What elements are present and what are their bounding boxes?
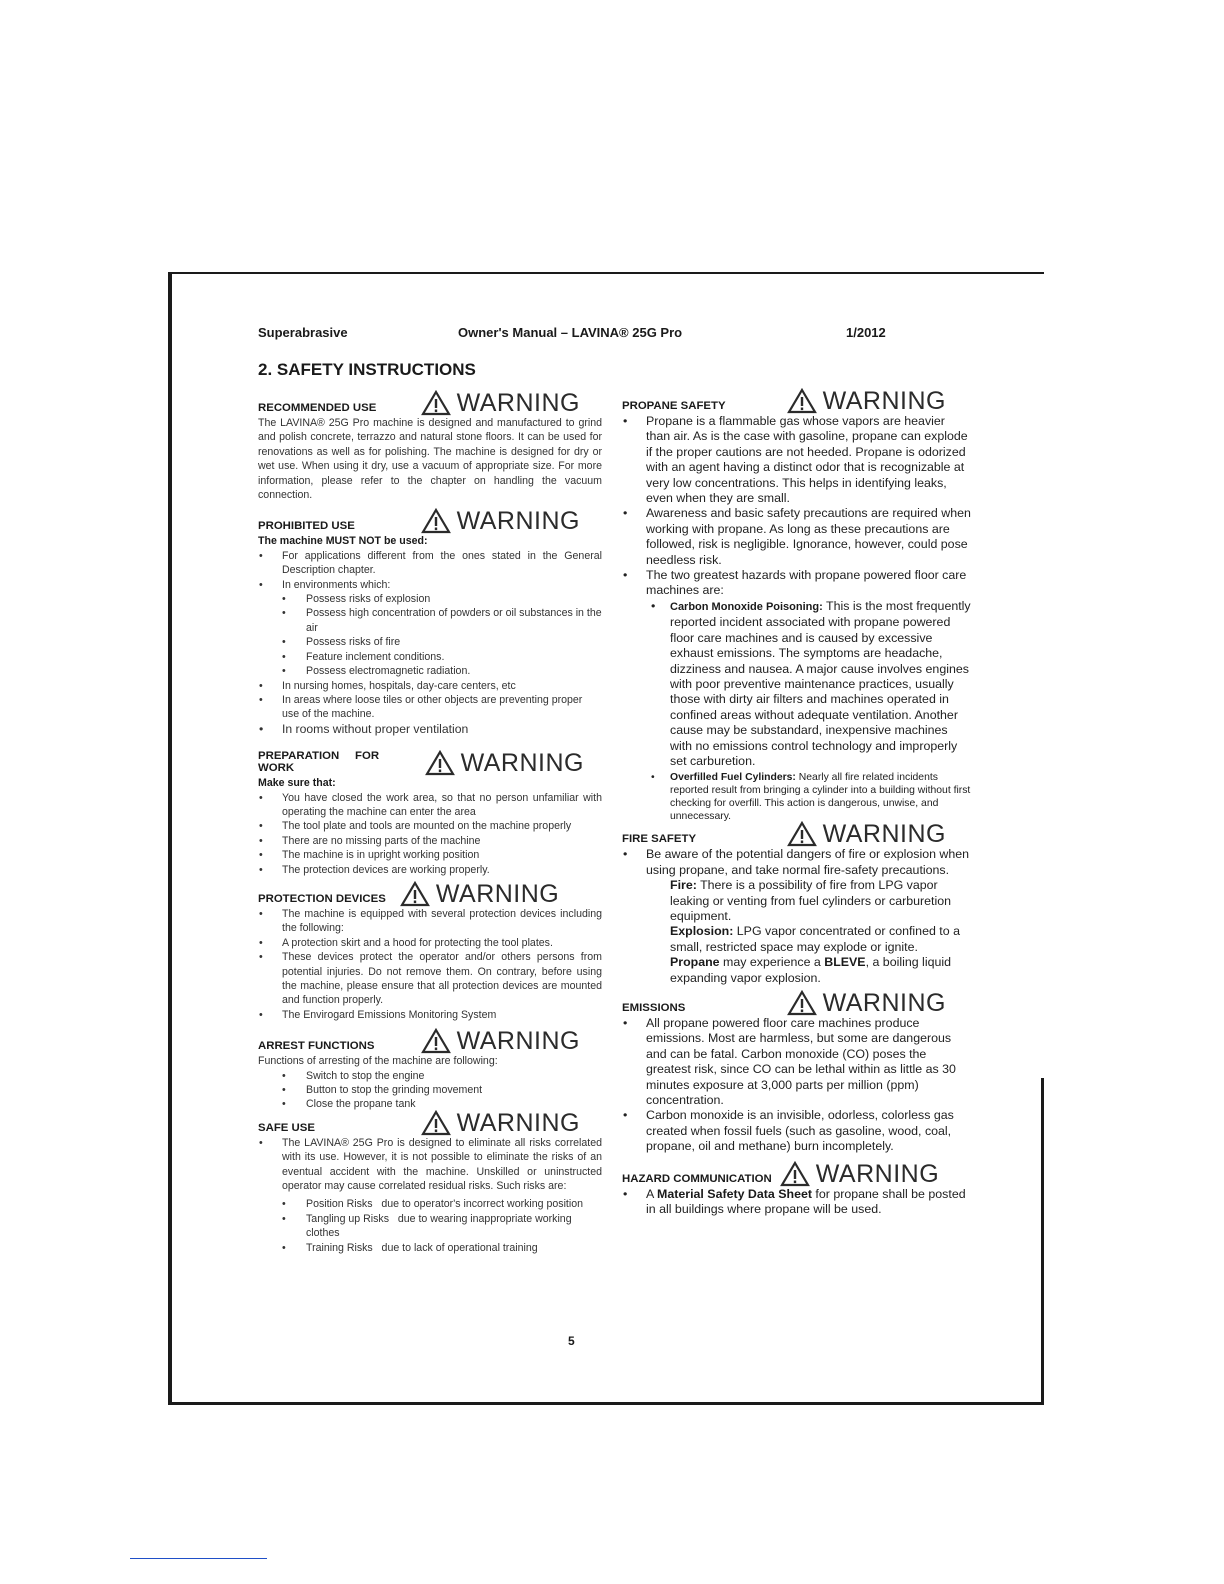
section-title-line-2: WORK [258, 762, 295, 775]
header-manual-title: Owner's Manual – LAVINA® 25G Pro [458, 325, 683, 340]
preparation-lead: Make sure that: [258, 777, 336, 790]
hazard-label: Carbon Monoxide Poisoning: [670, 600, 823, 613]
preparation-list [258, 791, 602, 877]
list-item: • The machine is in upright working position [258, 848, 602, 862]
section-title: HAZARD COMMUNICATION [622, 1172, 772, 1185]
stray-link-underline [130, 1558, 267, 1559]
list-item: • Tangling up Risks due to wearing inappropriate working clothes [258, 1212, 602, 1241]
right-column [622, 382, 972, 1217]
recommended-use-text: The LAVINA® 25G Pro machine is designed and manufactured to grind and polish concrete, terrazzo and natural stone floors. It can be used for renovations as well as for polishing. The machine is designed for dry or wet use. When using it dry, use a vacuum of appropriate size. For more information, please refer to the chapter on handling the vacuum connection. [258, 417, 602, 502]
section-heading [622, 382, 972, 414]
propane-list [622, 414, 972, 599]
section-heading [258, 740, 602, 776]
list-item: • Propane is a flammable gas whose vapors are heavier than air. As is the case with gasoline, propane can explode if the proper cautions are not heeded. Propane is odorized with an agent having a distinct odor that is recognizable at very low concentrations. This helps in identifying leaks, even when they are small. [622, 414, 972, 506]
section-heading [258, 877, 602, 907]
section-title: PROPANE SAFETY [622, 400, 726, 412]
warning-triangle-icon [421, 1028, 451, 1054]
hazard-label: Overfilled Fuel Cylinders: [670, 772, 796, 784]
warning-label [400, 881, 559, 907]
list-item: • Possess risks of explosion [258, 592, 602, 606]
list-item: • Position Risks due to operator's incorrect working position [258, 1197, 602, 1211]
list-item: • The machine is equipped with several protection devices including the following: [258, 907, 602, 936]
list-item: • Close the propane tank [258, 1097, 602, 1111]
warning-triangle-icon [421, 508, 451, 534]
section-emissions [622, 986, 972, 1155]
section-prohibited-use [258, 502, 602, 736]
protection-list [258, 907, 602, 1022]
list-item: • The Envirogard Emissions Monitoring System [258, 1008, 602, 1022]
section-title: FIRE SAFETY [622, 833, 697, 846]
explosion-label: Explosion: [670, 924, 734, 939]
explosion-paragraph [622, 924, 972, 955]
section-title-line-1: PREPARATION FOR [258, 750, 380, 763]
warning-triangle-icon [787, 388, 817, 414]
prohibited-lead: The machine MUST NOT be used: [258, 535, 428, 548]
list-item: • These devices protect the operator and/or others persons from potential injuries. Do not remove them. On contrary, before using the machine, please ensure that all protection devices are mounted and function properly. [258, 950, 602, 1008]
list-item: • Button to stop the grinding movement [258, 1083, 602, 1097]
list-item: • A protection skirt and a hood for protecting the tool plates. [258, 936, 602, 950]
section-safe-use [258, 1106, 602, 1255]
emissions-list [622, 1016, 972, 1155]
warning-word: WARNING [456, 389, 580, 417]
section-heading [622, 817, 972, 847]
section-preparation [258, 740, 602, 877]
page-frame-left-line [168, 272, 172, 1405]
warning-word: WARNING [822, 387, 946, 415]
section-title [258, 750, 379, 776]
section-title: PROHIBITED USE [258, 520, 355, 533]
safe-use-sublist [258, 1197, 602, 1255]
section-heading [258, 1106, 602, 1136]
warning-label [787, 990, 946, 1016]
hazard-lead-text: A [646, 1186, 658, 1201]
list-item: • The tool plate and tools are mounted on the machine properly [258, 819, 602, 833]
fire-label: Fire: [670, 878, 697, 893]
hazard-text: Nearly all fire related incidents reported result from bringing a cylinder into a building without first checking for overfill. This action is dangerous, unwise, and unnecessary. [670, 772, 971, 823]
section-arrest-functions [258, 1022, 602, 1112]
warning-label [421, 508, 580, 534]
fire-text: There is a possibility of fire from LPG vapor leaking or venting from fuel cylinders or carburetion equipment. [670, 878, 951, 923]
list-item: • Training Risks due to lack of operational training [258, 1241, 602, 1255]
list-item: • Feature inclement conditions. [258, 650, 602, 664]
page-title: 2. SAFETY INSTRUCTIONS [258, 360, 476, 379]
list-item-co-poisoning [622, 599, 972, 769]
section-propane-safety [622, 382, 972, 823]
list-item: • In nursing homes, hospitals, day-care centers, etc [258, 679, 602, 693]
list-item: • For applications different from the ones stated in the General Description chapter. [258, 549, 602, 578]
warning-word: WARNING [456, 1027, 580, 1056]
section-heading [622, 986, 972, 1016]
list-item: • Awareness and basic safety precautions are required when working with propane. As long as these precautions are followed, risk is negligible. Ignorance, however, could pose needless risk. [622, 506, 972, 568]
section-title: RECOMMENDED USE [258, 402, 377, 414]
page-number: 5 [568, 1334, 575, 1348]
warning-triangle-icon [425, 750, 455, 776]
section-heading [258, 1022, 602, 1054]
list-item: • Be aware of the potential dangers of fire or explosion when using propane, and take normal fire-safety precautions. [622, 847, 972, 878]
propane-end-text: , a boiling liquid expanding vapor explosion. [670, 955, 951, 985]
page-frame-right-line [1041, 1078, 1044, 1405]
warning-label [421, 1110, 580, 1136]
propane-mid-text: may experience a [719, 955, 825, 970]
propane-bleve-paragraph [622, 955, 972, 986]
warning-word: WARNING [435, 879, 560, 908]
arrest-lead: Functions of arresting of the machine are following: [258, 1055, 498, 1068]
list-item: • Switch to stop the engine [258, 1069, 602, 1083]
warning-triangle-icon [400, 881, 430, 907]
msds-label: Material Safety Data Sheet [657, 1186, 812, 1201]
section-title: EMISSIONS [622, 1002, 686, 1014]
safe-use-list [258, 1136, 602, 1194]
hazard-rest-text: for propane shall be posted in all buildings where propane will be used. [646, 1186, 966, 1217]
list-item: • There are no missing parts of the machine [258, 834, 602, 848]
warning-triangle-icon [787, 990, 817, 1016]
warning-word: WARNING [815, 1159, 940, 1188]
page-frame-top-line [168, 272, 1044, 274]
section-title: ARREST FUNCTIONS [258, 1040, 375, 1053]
propane-label: Propane [670, 955, 720, 970]
prohibited-list [258, 549, 602, 592]
list-item: • The LAVINA® 25G Pro is designed to eliminate all risks correlated with its use. However, it is not possible to eliminate the risks of an eventual accident with the machine. Unskilled or uninstructed operator may cause correlated residual risks. Such risks are: [258, 1136, 602, 1194]
list-item: • Carbon monoxide is an invisible, odorless, colorless gas created when fossil fuels (such as gasoline, wood, coal, propane, oil and methane) burn incompletely. [622, 1108, 972, 1154]
list-item: • Possess electromagnetic radiation. [258, 664, 602, 678]
page-frame-bottom-line [168, 1402, 1044, 1405]
warning-word: WARNING [822, 820, 946, 849]
list-item: • In rooms without proper ventilation [258, 722, 602, 736]
warning-triangle-icon [421, 390, 451, 416]
warning-word: WARNING [460, 749, 584, 778]
header-date: 1/2012 [846, 325, 886, 340]
warning-label [787, 821, 946, 847]
list-item: • Possess risks of fire [258, 635, 602, 649]
warning-label [787, 388, 946, 414]
header-company: Superabrasive [258, 325, 348, 340]
bleve-label: BLEVE [824, 955, 866, 970]
section-title: PROTECTION DEVICES [258, 892, 386, 905]
warning-label [780, 1161, 939, 1187]
fire-paragraph [622, 878, 972, 924]
hazard-list [622, 1187, 972, 1218]
warning-triangle-icon [787, 821, 817, 847]
prohibited-list-continued [258, 679, 602, 737]
section-title: SAFE USE [258, 1121, 315, 1134]
list-item: • In areas where loose tiles or other objects are preventing proper use of the machine. [258, 693, 602, 722]
warning-word: WARNING [822, 989, 946, 1017]
warning-word: WARNING [456, 507, 580, 536]
left-column [258, 382, 602, 1255]
list-item [622, 1187, 972, 1218]
list-item: • In environments which: [258, 578, 602, 592]
list-item: • Possess high concentration of powders or oil substances in the air [258, 606, 602, 635]
warning-label [421, 390, 580, 416]
warning-triangle-icon [421, 1110, 451, 1136]
section-heading [622, 1155, 972, 1187]
warning-label [425, 750, 584, 776]
section-recommended-use [258, 382, 602, 502]
propane-hazards-sublist [622, 599, 972, 823]
list-item: • All propane powered floor care machines produce emissions. Most are harmless, but some are dangerous and can be fatal. Carbon monoxide (CO) poses the greatest risk, since CO can be lethal within as little as 30 minutes exposure at 3,000 parts per million (ppm) concentration. [622, 1016, 972, 1108]
list-item: • You have closed the work area, so that no person unfamiliar with operating the machine can enter the area [258, 791, 602, 820]
warning-label [421, 1028, 580, 1054]
section-fire-safety [622, 817, 972, 986]
warning-triangle-icon [780, 1161, 810, 1187]
section-hazard-communication [622, 1155, 972, 1218]
section-heading [258, 382, 602, 416]
section-heading [258, 502, 602, 534]
explosion-text: LPG vapor concentrated or confined to a small, restricted space may explode or ignite. [670, 924, 960, 954]
fire-list [622, 847, 972, 878]
hazard-text: This is the most frequently reported incident associated with propane powered floor care machines and is caused by excessive exhaust emissions. The symptoms are headache, dizziness and nausea. A major cause involves engines with poor preventive maintenance practices, usually those with dirty air filters and machines operated in confined areas without adequate ventilation. Another cause may be substandard, inexpensive machines with no emissions control technology and improperly set carburetion. [670, 598, 971, 768]
warning-word: WARNING [456, 1108, 580, 1137]
list-item-overfilled-cylinders [622, 771, 972, 823]
list-item: • The protection devices are working properly. [258, 863, 602, 877]
prohibited-sublist [258, 592, 602, 678]
list-item: • The two greatest hazards with propane powered floor care machines are: [622, 568, 972, 599]
section-protection-devices [258, 877, 602, 1022]
